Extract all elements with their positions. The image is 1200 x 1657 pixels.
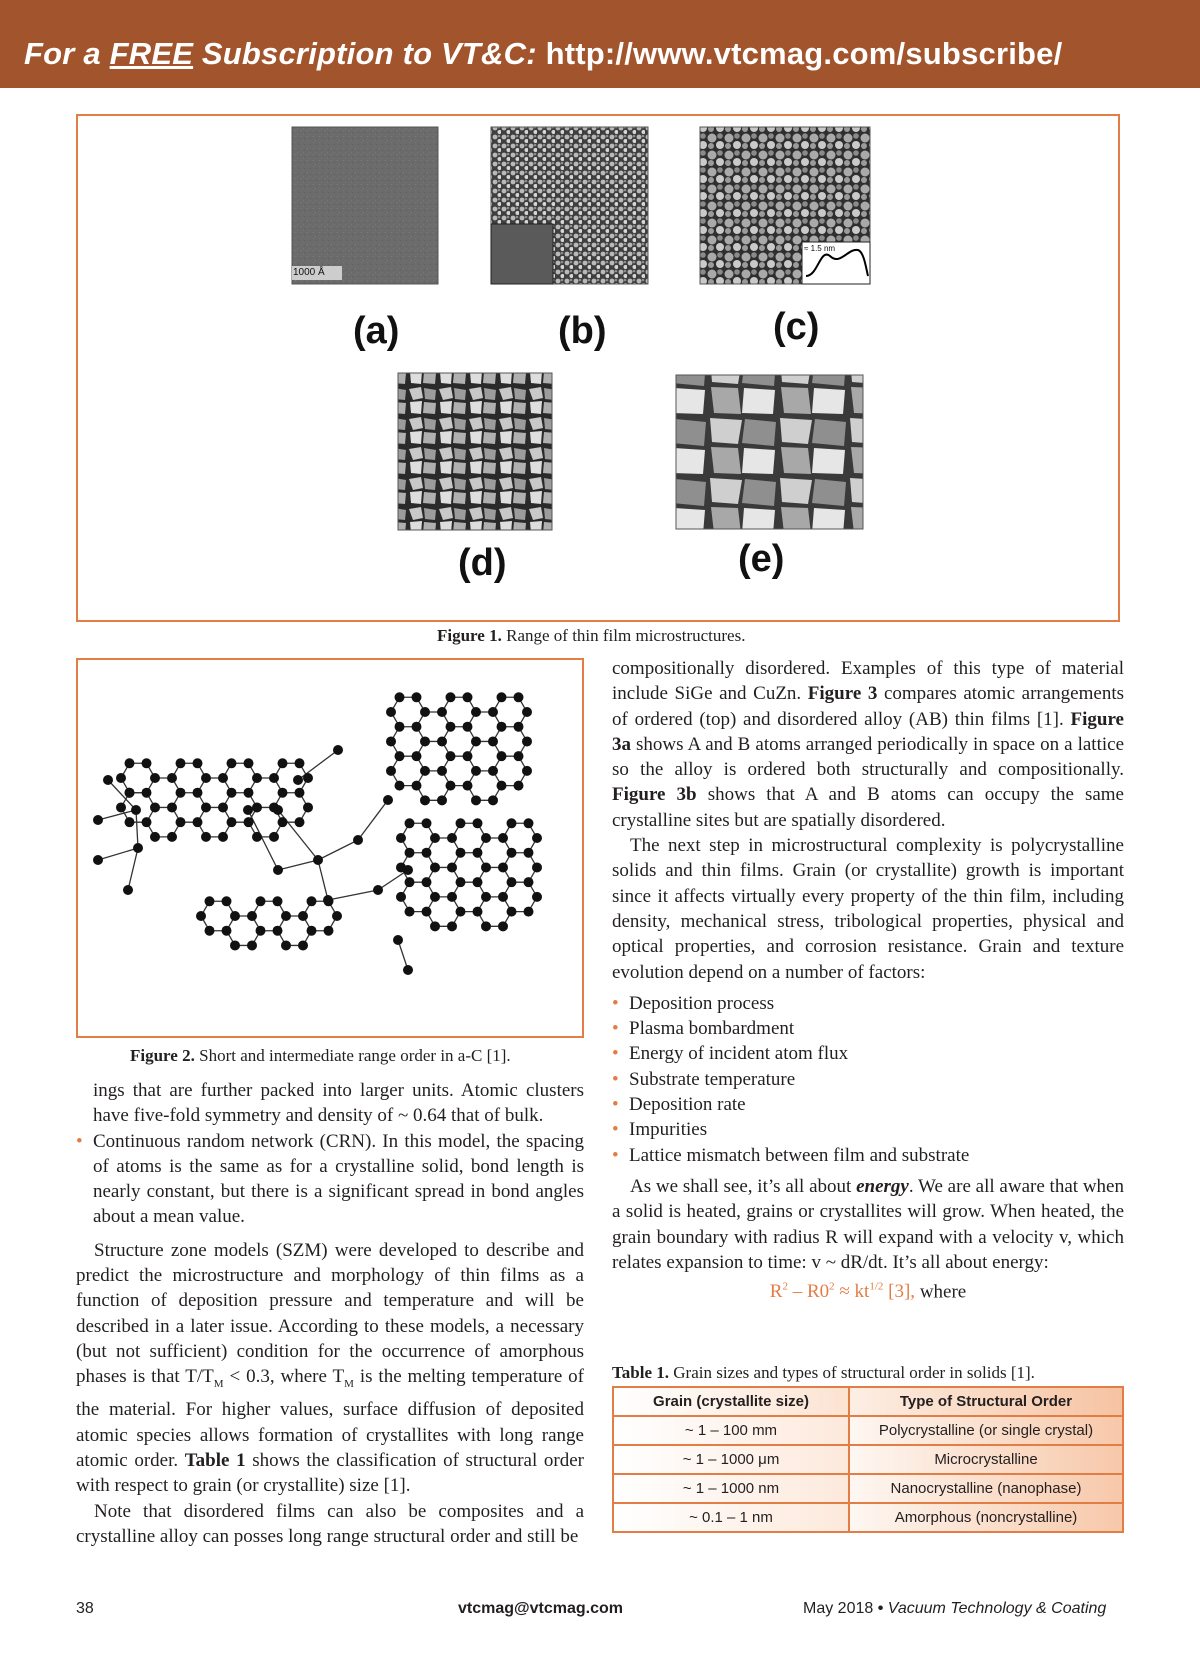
atom xyxy=(532,862,542,872)
atom xyxy=(447,862,457,872)
atom xyxy=(471,707,481,717)
atom xyxy=(142,817,152,827)
list-item: • Impurities xyxy=(612,1117,1124,1142)
atom xyxy=(278,817,288,827)
paragraph-energy: As we shall see, it’s all about energy. We are all aware that when a solid is heated, grains or crystallites will grow. When heated, the grain boundary with radius R will expand with a velocity v, which relates expansion to time: v ~ dR/dt. It’s all about energy: xyxy=(612,1175,1124,1273)
bond xyxy=(378,870,408,890)
paragraph-note: Note that disordered films can also be composites and a crystalline alloy can posses long range structural order and still be xyxy=(76,1500,584,1547)
figure-1-caption: Figure 1. Range of thin film microstructures. xyxy=(437,626,746,645)
atom xyxy=(403,965,413,975)
table-cell: ~ 1 – 1000 μm xyxy=(613,1445,849,1474)
table-cell: Polycrystalline (or single crystal) xyxy=(849,1416,1123,1445)
atom xyxy=(446,751,456,761)
atom xyxy=(481,921,491,931)
atom xyxy=(522,736,532,746)
atom xyxy=(298,911,308,921)
atom xyxy=(125,817,135,827)
atom xyxy=(395,722,405,732)
atom xyxy=(522,707,532,717)
atom xyxy=(332,911,342,921)
atom xyxy=(230,911,240,921)
atom xyxy=(481,833,491,843)
atom xyxy=(123,885,133,895)
atom xyxy=(507,877,517,887)
atom xyxy=(256,896,266,906)
list-item: • Deposition process xyxy=(612,991,1124,1016)
grain-size-table xyxy=(612,1386,1124,1533)
atom xyxy=(532,833,542,843)
atom xyxy=(497,722,507,732)
atom xyxy=(497,781,507,791)
atom xyxy=(422,877,432,887)
atom xyxy=(430,833,440,843)
atom xyxy=(167,773,177,783)
paragraph-alloys: compositionally disordered. Examples of this type of material include SiGe and CuZn. Figure 3 compares atomic arrangements of ordered (top) and disordered alloy (AB) thin films [1]. Figure 3a shows A and B atoms arranged periodically in space on a lattice so the alloy is ordered both structurally and compositionally. Figure 3b shows that A and B atoms can occupy the same crystalline sites but are spatially disordered. xyxy=(612,658,1124,831)
table-cell: Amorphous (noncrystalline) xyxy=(849,1503,1123,1532)
bond xyxy=(98,848,138,860)
atom xyxy=(420,736,430,746)
atom xyxy=(142,758,152,768)
atom xyxy=(437,736,447,746)
atom xyxy=(395,692,405,702)
panel-label-e: (e) xyxy=(738,538,785,580)
bond xyxy=(128,848,138,890)
atom xyxy=(373,885,383,895)
atom xyxy=(463,692,473,702)
atom xyxy=(295,758,305,768)
atom xyxy=(278,758,288,768)
atom xyxy=(247,940,257,950)
atom xyxy=(116,773,126,783)
atom xyxy=(353,835,363,845)
left-column xyxy=(76,1078,584,1549)
atom xyxy=(295,788,305,798)
list-item: • Energy of incident atom flux xyxy=(612,1041,1124,1066)
atom xyxy=(514,722,524,732)
atom xyxy=(473,877,483,887)
atom xyxy=(456,818,466,828)
atom xyxy=(430,862,440,872)
atom xyxy=(193,817,203,827)
atom xyxy=(205,896,215,906)
atom xyxy=(244,817,254,827)
subscribe-link[interactable]: http://www.vtcmag.com/subscribe/ xyxy=(545,36,1063,71)
atom xyxy=(269,832,279,842)
inset-label: ≈ 1.5 nm xyxy=(804,244,836,253)
atom xyxy=(524,877,534,887)
atom xyxy=(227,788,237,798)
column-header: Grain (crystallite size) xyxy=(613,1387,849,1416)
atom xyxy=(437,707,447,717)
atom xyxy=(273,926,283,936)
atom xyxy=(386,707,396,717)
atom xyxy=(307,926,317,936)
paragraph-polycrystalline: The next step in microstructural complexity is polycrystalline solids and thin films. Grain (or crystallite) growth is important since it affects virtually every property of the thin film, including density, mechanical stress, tribological properties, physical and optical properties, and corrosion resistance. Grain and texture evolution depend on a number of factors: xyxy=(612,835,1124,983)
atom xyxy=(473,848,483,858)
table-1-caption: Table 1. Grain sizes and types of structural order in solids [1]. xyxy=(612,1363,1035,1382)
table-row xyxy=(613,1416,1123,1445)
atom xyxy=(488,766,498,776)
atom xyxy=(524,818,534,828)
atom xyxy=(193,788,203,798)
atom xyxy=(524,848,534,858)
table-row xyxy=(613,1445,1123,1474)
atom xyxy=(269,773,279,783)
atom xyxy=(514,692,524,702)
atom xyxy=(437,795,447,805)
atom xyxy=(298,940,308,950)
atom xyxy=(396,892,406,902)
panel-label-a: (a) xyxy=(353,310,400,352)
atom xyxy=(471,795,481,805)
atom xyxy=(218,832,228,842)
panel-label-b: (b) xyxy=(558,310,607,352)
atom xyxy=(252,802,262,812)
list-item: • Plasma bombardment xyxy=(612,1016,1124,1041)
atom xyxy=(456,848,466,858)
atom xyxy=(386,766,396,776)
atom xyxy=(507,907,517,917)
atom xyxy=(278,788,288,798)
figure-2 xyxy=(76,658,584,1038)
atom xyxy=(307,896,317,906)
atom xyxy=(514,751,524,761)
subscription-banner xyxy=(0,0,1200,88)
atom xyxy=(230,940,240,950)
atom xyxy=(412,692,422,702)
atom xyxy=(497,692,507,702)
atom xyxy=(116,802,126,812)
bond xyxy=(278,860,318,870)
atom xyxy=(93,855,103,865)
figure-1 xyxy=(76,114,1120,622)
atom xyxy=(142,788,152,798)
list-item: • Lattice mismatch between film and substrate xyxy=(612,1143,1124,1168)
panel-label-c: (c) xyxy=(773,306,820,348)
atom xyxy=(395,751,405,761)
atom xyxy=(420,766,430,776)
atom xyxy=(167,802,177,812)
footer-email[interactable]: vtcmag@vtcmag.com xyxy=(458,1600,623,1617)
atom xyxy=(93,815,103,825)
atom xyxy=(514,781,524,791)
atom xyxy=(412,722,422,732)
bond xyxy=(318,840,358,860)
table-cell: Microcrystalline xyxy=(849,1445,1123,1474)
atom xyxy=(420,795,430,805)
atom xyxy=(507,818,517,828)
atom xyxy=(488,795,498,805)
atom xyxy=(281,940,291,950)
atom xyxy=(252,832,262,842)
table-cell: ~ 1 – 1000 nm xyxy=(613,1474,849,1503)
bond xyxy=(358,800,388,840)
bullet-continuation: ings that are further packed into larger units. Atomic clusters have five-fold symmetry and density of ~ 0.64 that of bulk. xyxy=(93,1080,584,1127)
atom xyxy=(473,818,483,828)
atom xyxy=(227,758,237,768)
atom xyxy=(498,892,508,902)
page-number: 38 xyxy=(76,1600,94,1617)
atom xyxy=(430,892,440,902)
atom xyxy=(412,751,422,761)
atom xyxy=(456,877,466,887)
atom xyxy=(293,775,303,785)
atom xyxy=(103,775,113,785)
atom xyxy=(386,736,396,746)
atom xyxy=(303,802,313,812)
atom xyxy=(430,921,440,931)
atom xyxy=(481,892,491,902)
atom xyxy=(125,758,135,768)
atom xyxy=(273,805,283,815)
atom xyxy=(222,896,232,906)
atom xyxy=(524,907,534,917)
list-item: • Substrate temperature xyxy=(612,1067,1124,1092)
paragraph-szm: Structure zone models (SZM) were developed to describe and predict the microstructure and morphology of thin films as a function of deposition pressure and temperature and will be described in a later issue. According to these models, a necessary (but not sufficient) condition for the occurrence of amorphous phases is that $T/T_M < 0.3$, where $T_M$ is the melting temperature of the material. For higher values, surface diffusion of deposited atomic species allows formation of crystallites with long range atomic order. Table 1 shows the classification of structural order with respect to grain (or crystallite) size [1]. xyxy=(76,1239,585,1497)
atom xyxy=(463,781,473,791)
footer-issue: May 2018 • Vacuum Technology & Coating xyxy=(803,1600,1107,1617)
atom xyxy=(446,692,456,702)
atom xyxy=(463,751,473,761)
factors-list xyxy=(612,991,1124,1168)
table-1-reference: Table 1 xyxy=(184,1449,246,1471)
figure-2-caption: Figure 2. Short and intermediate range order in a-C [1]. xyxy=(130,1046,511,1065)
atom xyxy=(471,736,481,746)
atom xyxy=(303,773,313,783)
atom xyxy=(333,745,343,755)
carbon-network-diagram xyxy=(78,660,582,1036)
column-header: Type of Structural Order xyxy=(849,1387,1123,1416)
grain-growth-equation: $R^2 - R0^2 \approx kt^{1/2}$ [3], where xyxy=(769,1281,967,1303)
figure-1-art xyxy=(78,116,1118,620)
atom xyxy=(244,788,254,798)
atom xyxy=(403,865,413,875)
bond xyxy=(328,890,378,900)
bullet-crn: • Continuous random network (CRN). In this model, the spacing of atoms is the same as for a crystalline solid, bond length is nearly constant, but there is a significant spread in bond angles about a mean value. xyxy=(76,1129,584,1230)
atom xyxy=(498,833,508,843)
atom xyxy=(422,818,432,828)
atom xyxy=(446,722,456,732)
atom xyxy=(323,895,333,905)
atom xyxy=(324,926,334,936)
table-header-row xyxy=(613,1387,1123,1416)
atom xyxy=(447,833,457,843)
atom xyxy=(497,751,507,761)
atom xyxy=(201,773,211,783)
atom xyxy=(412,781,422,791)
table-row xyxy=(613,1474,1123,1503)
atom xyxy=(405,907,415,917)
atom xyxy=(150,802,160,812)
atom xyxy=(507,848,517,858)
atom xyxy=(488,736,498,746)
atom xyxy=(437,766,447,776)
atom xyxy=(420,707,430,717)
bond xyxy=(318,860,328,900)
atom xyxy=(456,907,466,917)
atom xyxy=(473,907,483,917)
table-cell: ~ 1 – 100 mm xyxy=(613,1416,849,1445)
atom xyxy=(447,892,457,902)
atom xyxy=(422,907,432,917)
atom xyxy=(405,877,415,887)
atom xyxy=(405,818,415,828)
atom xyxy=(196,911,206,921)
atom xyxy=(201,832,211,842)
atom xyxy=(422,848,432,858)
atom xyxy=(176,758,186,768)
atom xyxy=(252,773,262,783)
atom xyxy=(150,773,160,783)
atom xyxy=(256,926,266,936)
atom xyxy=(273,865,283,875)
right-column xyxy=(612,656,1124,1305)
atom xyxy=(150,832,160,842)
atom xyxy=(383,795,393,805)
atom xyxy=(481,862,491,872)
table-cell: ~ 0.1 – 1 nm xyxy=(613,1503,849,1532)
panel-label-d: (d) xyxy=(458,542,507,584)
atom xyxy=(471,766,481,776)
atom xyxy=(131,805,141,815)
atom xyxy=(393,935,403,945)
atom xyxy=(133,843,143,853)
atom xyxy=(176,788,186,798)
atom xyxy=(405,848,415,858)
atom xyxy=(243,805,253,815)
atom xyxy=(227,817,237,827)
atom xyxy=(313,855,323,865)
banner-text[interactable]: For a FREE Subscription to VT&C: http://www.vtcmag.com/subscribe/ xyxy=(24,36,1063,71)
table-row xyxy=(613,1503,1123,1532)
atom xyxy=(522,766,532,776)
atom xyxy=(532,892,542,902)
atom xyxy=(125,788,135,798)
atom xyxy=(176,817,186,827)
atom xyxy=(193,758,203,768)
atom xyxy=(205,926,215,936)
atom xyxy=(463,722,473,732)
bond xyxy=(136,810,138,848)
atom xyxy=(446,781,456,791)
atom xyxy=(396,833,406,843)
atom xyxy=(498,921,508,931)
atom xyxy=(498,862,508,872)
banner-free: FREE xyxy=(109,36,194,71)
atom xyxy=(244,758,254,768)
atom xyxy=(218,802,228,812)
atom xyxy=(247,911,257,921)
atom xyxy=(281,911,291,921)
table-cell: Nanocrystalline (nanophase) xyxy=(849,1474,1123,1503)
atom xyxy=(201,802,211,812)
scale-label: 1000 Å xyxy=(293,267,325,278)
atom xyxy=(222,926,232,936)
atom xyxy=(488,707,498,717)
atom xyxy=(167,832,177,842)
atom xyxy=(447,921,457,931)
atom xyxy=(395,781,405,791)
list-item: • Deposition rate xyxy=(612,1092,1124,1117)
atom xyxy=(295,817,305,827)
atom xyxy=(273,896,283,906)
atom xyxy=(218,773,228,783)
